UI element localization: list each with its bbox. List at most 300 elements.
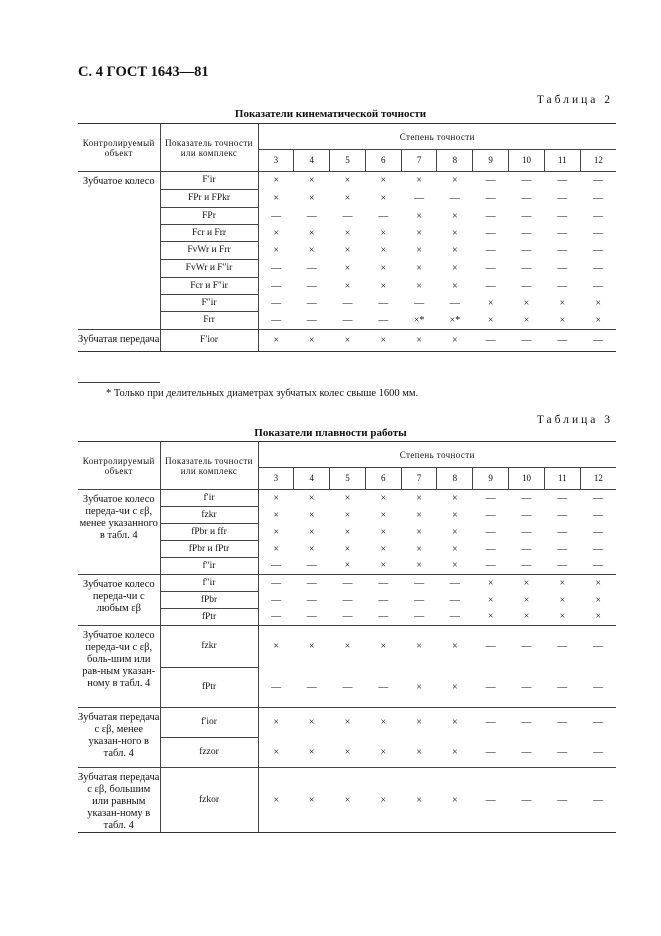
value-cell: — xyxy=(271,611,282,623)
value-cell: — xyxy=(521,560,532,572)
value-cell: — xyxy=(414,594,425,606)
value-cell: × xyxy=(258,330,294,352)
value-cell: — xyxy=(521,227,532,239)
indicator-cell: fPtr xyxy=(160,668,258,708)
value-cell: — xyxy=(557,263,568,274)
value-cell: — xyxy=(485,526,496,538)
value-cell: — xyxy=(557,227,568,239)
value-cell: — xyxy=(378,210,389,222)
value-cell: — xyxy=(271,314,282,326)
value-cell: × xyxy=(452,280,458,292)
value-cell: × xyxy=(452,175,458,187)
page-header: С. 4 ГОСТ 1643—81 xyxy=(78,64,209,80)
value-cell: — xyxy=(593,263,604,274)
table3-title: Показатели плавности работы xyxy=(254,427,407,439)
value-cell: — xyxy=(342,594,353,606)
footnote: * Только при делительных диаметрах зубчатых колес свыше 1600 мм. xyxy=(106,388,419,399)
table-row xyxy=(78,626,616,668)
value-cell: × xyxy=(273,526,279,538)
value-cell: — xyxy=(580,626,616,668)
value-cell: × xyxy=(380,543,387,555)
degree-header: 8 xyxy=(437,150,473,172)
degree-header: 3 xyxy=(258,150,294,172)
value-cell: × xyxy=(330,708,366,738)
value-cell: × xyxy=(380,492,387,504)
value-cell: × xyxy=(523,314,530,326)
value-cell: — xyxy=(330,575,366,592)
value-cell: — xyxy=(485,681,496,693)
col-header-indicator: Показатель точности или комплекс xyxy=(160,124,258,172)
value-cell: — xyxy=(271,263,282,274)
value-cell: × xyxy=(308,245,315,256)
value-cell: × xyxy=(308,193,315,204)
value-cell: × xyxy=(273,492,279,504)
col-header-object: Контролируемый объект xyxy=(78,124,160,172)
value-cell: — xyxy=(271,594,282,606)
value-cell: — xyxy=(414,611,425,623)
value-cell: × xyxy=(273,227,279,239)
value-cell: × xyxy=(380,560,387,572)
value-cell: × xyxy=(380,245,387,256)
value-cell: — xyxy=(593,175,604,187)
value-cell: × xyxy=(416,681,422,693)
value-cell: — xyxy=(414,193,425,204)
value-cell: — xyxy=(485,227,496,239)
value-cell: × xyxy=(330,626,366,668)
value-cell: × xyxy=(595,611,601,623)
value-cell: — xyxy=(378,314,389,326)
value-cell: × xyxy=(344,492,351,504)
indicator-cell: F′ir xyxy=(160,172,258,190)
value-cell: × xyxy=(401,626,437,668)
value-cell: × xyxy=(273,746,279,758)
value-cell: × xyxy=(416,560,422,572)
degree-header: 9 xyxy=(473,150,509,172)
degree-header: 10 xyxy=(509,150,545,172)
value-cell: — xyxy=(593,210,604,222)
value-cell: — xyxy=(306,263,317,274)
value-cell: — xyxy=(449,297,460,309)
value-cell: ×* xyxy=(449,314,461,326)
value-cell: — xyxy=(473,330,509,352)
value-cell: — xyxy=(557,193,568,204)
value-cell: × xyxy=(365,768,401,833)
value-cell: × xyxy=(344,175,351,187)
value-cell: — xyxy=(271,560,282,572)
degree-header: 11 xyxy=(544,468,580,490)
value-cell: — xyxy=(557,280,568,292)
value-cell: — xyxy=(485,280,496,292)
value-cell: — xyxy=(509,330,545,352)
value-cell: × xyxy=(595,297,601,309)
value-cell: × xyxy=(452,210,458,222)
value-cell: × xyxy=(487,594,494,606)
value-cell: × xyxy=(559,314,566,326)
value-cell: × xyxy=(380,227,387,239)
value-cell: — xyxy=(557,681,568,693)
value-cell: — xyxy=(306,314,317,326)
value-cell: × xyxy=(401,708,437,738)
value-cell: × xyxy=(308,492,315,504)
value-cell: × xyxy=(523,594,530,606)
value-cell: × xyxy=(452,263,458,274)
value-cell: — xyxy=(521,509,532,521)
value-cell: — xyxy=(485,492,496,504)
indicator-cell: fzkr xyxy=(160,507,258,524)
table2 xyxy=(78,123,616,352)
table3 xyxy=(78,441,616,833)
indicator-cell: fzzor xyxy=(160,738,258,768)
value-cell: × xyxy=(273,175,279,187)
value-cell: — xyxy=(557,509,568,521)
value-cell: — xyxy=(485,193,496,204)
value-cell: × xyxy=(452,492,458,504)
indicator-cell: fPbr и ffr xyxy=(160,524,258,541)
value-cell: — xyxy=(485,509,496,521)
value-cell: — xyxy=(509,768,545,833)
value-cell: — xyxy=(521,746,532,758)
value-cell: — xyxy=(306,210,317,222)
value-cell: — xyxy=(580,708,616,738)
value-cell: — xyxy=(593,509,604,521)
value-cell: — xyxy=(306,594,317,606)
degree-header: 12 xyxy=(580,150,616,172)
degree-header: 9 xyxy=(473,468,509,490)
col-header-degree: Степень точности xyxy=(258,442,616,468)
value-cell: — xyxy=(521,681,532,693)
value-cell: — xyxy=(485,210,496,222)
indicator-cell: FvWr и F″ir xyxy=(160,260,258,278)
value-cell: — xyxy=(509,708,545,738)
value-cell: — xyxy=(593,681,604,693)
value-cell: × xyxy=(308,509,315,521)
value-cell: — xyxy=(593,543,604,555)
degree-header: 3 xyxy=(258,468,294,490)
value-cell: × xyxy=(380,280,387,292)
value-cell: × xyxy=(344,560,351,572)
indicator-cell: fPbr и fPtr xyxy=(160,541,258,558)
value-cell: — xyxy=(414,297,425,309)
value-cell: — xyxy=(306,611,317,623)
value-cell: × xyxy=(452,681,458,693)
value-cell: × xyxy=(452,227,458,239)
value-cell: × xyxy=(380,526,387,538)
degree-header: 6 xyxy=(365,150,401,172)
degree-header: 7 xyxy=(401,468,437,490)
value-cell: — xyxy=(449,193,460,204)
value-cell: × xyxy=(509,575,545,592)
value-cell: — xyxy=(365,575,401,592)
table2-title: Показатели кинематической точности xyxy=(234,108,427,120)
value-cell: — xyxy=(521,210,532,222)
value-cell: — xyxy=(544,768,580,833)
object-cell: Зубчатое колесо переда-чи с любым εβ xyxy=(78,575,160,626)
indicator-cell: FPr xyxy=(160,208,258,225)
value-cell: — xyxy=(521,193,532,204)
value-cell: — xyxy=(580,768,616,833)
value-cell: × xyxy=(344,193,351,204)
value-cell: × xyxy=(437,330,473,352)
indicator-cell: fPtr xyxy=(160,609,258,626)
value-cell: × xyxy=(452,245,458,256)
indicator-cell: fPbr xyxy=(160,592,258,609)
value-cell: × xyxy=(308,227,315,239)
value-cell: × xyxy=(401,768,437,833)
degree-header: 8 xyxy=(437,468,473,490)
value-cell: × xyxy=(487,314,494,326)
value-cell: × xyxy=(487,611,494,623)
value-cell: × xyxy=(416,543,422,555)
value-cell: × xyxy=(344,280,351,292)
value-cell: — xyxy=(557,210,568,222)
value-cell: — xyxy=(593,245,604,256)
value-cell: — xyxy=(306,681,317,693)
value-cell: — xyxy=(521,526,532,538)
table3-label: Таблица 3 xyxy=(536,414,613,426)
value-cell: — xyxy=(580,330,616,352)
value-cell: — xyxy=(593,746,604,758)
value-cell: — xyxy=(485,175,496,187)
value-cell: × xyxy=(437,626,473,668)
value-cell: × xyxy=(344,543,351,555)
table-row xyxy=(78,490,616,507)
value-cell: × xyxy=(308,543,315,555)
degree-header: 5 xyxy=(330,150,366,172)
object-cell: Зубчатое колесо xyxy=(78,172,160,330)
value-cell: — xyxy=(593,560,604,572)
value-cell: — xyxy=(401,575,437,592)
value-cell: × xyxy=(330,330,366,352)
value-cell: × xyxy=(344,263,351,274)
value-cell: — xyxy=(271,210,282,222)
value-cell: — xyxy=(544,708,580,738)
value-cell: × xyxy=(487,297,494,309)
value-cell: × xyxy=(401,330,437,352)
table-row xyxy=(78,330,616,352)
degree-header: 12 xyxy=(580,468,616,490)
value-cell: × xyxy=(380,746,387,758)
value-cell: × xyxy=(258,626,294,668)
value-cell: — xyxy=(521,543,532,555)
value-cell: × xyxy=(344,245,351,256)
object-cell: Зубчатое колесо переда-чи с εβ, боль-шим или рав-ным указан-ному в табл. 4 xyxy=(78,626,160,708)
value-cell: × xyxy=(380,509,387,521)
value-cell: — xyxy=(521,280,532,292)
value-cell: × xyxy=(452,543,458,555)
value-cell: × xyxy=(294,330,330,352)
value-cell: — xyxy=(449,611,460,623)
value-cell: — xyxy=(342,681,353,693)
indicator-cell: f′ior xyxy=(160,708,258,738)
value-cell: × xyxy=(258,708,294,738)
object-cell: Зубчатое колесо переда-чи с εβ, менее указанного в табл. 4 xyxy=(78,490,160,575)
value-cell: × xyxy=(344,526,351,538)
indicator-cell: FPr и FPkr xyxy=(160,190,258,208)
object-cell: Зубчатая передача с εβ, большим или равным указан-ному в табл. 4 xyxy=(78,768,160,833)
value-cell: × xyxy=(452,746,458,758)
value-cell: — xyxy=(473,768,509,833)
value-cell: — xyxy=(294,575,330,592)
value-cell: — xyxy=(258,575,294,592)
value-cell: — xyxy=(593,280,604,292)
value-cell: × xyxy=(416,509,422,521)
value-cell: × xyxy=(273,543,279,555)
value-cell: — xyxy=(521,175,532,187)
indicator-cell: F′ior xyxy=(160,330,258,352)
value-cell: — xyxy=(449,594,460,606)
value-cell: — xyxy=(557,746,568,758)
footnote-rule xyxy=(78,382,160,383)
value-cell: — xyxy=(557,560,568,572)
table-row xyxy=(78,575,616,592)
value-cell: × xyxy=(273,509,279,521)
object-cell: Зубчатая передача с εβ, менее указан-ного в табл. 4 xyxy=(78,708,160,768)
value-cell: — xyxy=(342,210,353,222)
value-cell: — xyxy=(544,626,580,668)
value-cell: — xyxy=(306,560,317,572)
value-cell: × xyxy=(365,330,401,352)
value-cell: — xyxy=(557,245,568,256)
indicator-cell: f″ir xyxy=(160,558,258,575)
value-cell: — xyxy=(306,280,317,292)
value-cell: × xyxy=(559,594,566,606)
indicator-cell: f′ir xyxy=(160,490,258,507)
value-cell: — xyxy=(485,746,496,758)
value-cell: × xyxy=(452,509,458,521)
value-cell: × xyxy=(380,175,387,187)
degree-header: 7 xyxy=(401,150,437,172)
value-cell: × xyxy=(365,708,401,738)
value-cell: × xyxy=(523,611,530,623)
value-cell: × xyxy=(380,263,387,274)
value-cell: × xyxy=(365,626,401,668)
value-cell: — xyxy=(378,611,389,623)
value-cell: — xyxy=(593,492,604,504)
value-cell: — xyxy=(473,626,509,668)
indicator-cell: fzkor xyxy=(160,768,258,833)
degree-header: 10 xyxy=(509,468,545,490)
value-cell: × xyxy=(380,193,387,204)
value-cell: — xyxy=(378,594,389,606)
col-header-object: Контролируемый объект xyxy=(78,442,160,490)
value-cell: × xyxy=(308,526,315,538)
value-cell: × xyxy=(294,626,330,668)
degree-header: 5 xyxy=(330,468,366,490)
value-cell: × xyxy=(330,768,366,833)
value-cell: — xyxy=(485,543,496,555)
table-row xyxy=(78,172,616,190)
value-cell: — xyxy=(378,297,389,309)
value-cell: — xyxy=(473,708,509,738)
value-cell: × xyxy=(595,314,601,326)
value-cell: × xyxy=(580,575,616,592)
value-cell: × xyxy=(416,175,422,187)
value-cell: × xyxy=(559,611,566,623)
value-cell: — xyxy=(593,193,604,204)
value-cell: — xyxy=(437,575,473,592)
value-cell: × xyxy=(416,227,422,239)
value-cell: × xyxy=(437,708,473,738)
value-cell: × xyxy=(473,575,509,592)
col-header-degree: Степень точности xyxy=(258,124,616,150)
value-cell: × xyxy=(416,280,422,292)
value-cell: — xyxy=(509,626,545,668)
indicator-cell: Frr xyxy=(160,312,258,330)
value-cell: — xyxy=(271,280,282,292)
value-cell: × xyxy=(273,193,279,204)
value-cell: — xyxy=(593,227,604,239)
value-cell: — xyxy=(521,245,532,256)
table-row xyxy=(78,768,616,833)
indicator-cell: f″ir xyxy=(160,575,258,592)
value-cell: × xyxy=(416,245,422,256)
col-header-indicator: Показатель точности или комплекс xyxy=(160,442,258,490)
value-cell: — xyxy=(557,543,568,555)
value-cell: × xyxy=(308,175,315,187)
value-cell: × xyxy=(258,768,294,833)
indicator-cell: F″ir xyxy=(160,295,258,312)
value-cell: × xyxy=(294,768,330,833)
value-cell: × xyxy=(273,245,279,256)
value-cell: × xyxy=(452,526,458,538)
value-cell: × xyxy=(344,746,351,758)
value-cell: × xyxy=(308,746,315,758)
value-cell: × xyxy=(344,509,351,521)
value-cell: — xyxy=(485,245,496,256)
degree-header: 4 xyxy=(294,150,330,172)
value-cell: × xyxy=(595,594,601,606)
value-cell: — xyxy=(557,492,568,504)
value-cell: × xyxy=(416,210,422,222)
value-cell: × xyxy=(452,560,458,572)
value-cell: × xyxy=(416,526,422,538)
value-cell: — xyxy=(544,330,580,352)
value-cell: × xyxy=(416,263,422,274)
value-cell: ×* xyxy=(413,314,425,326)
indicator-cell: Fcr и F″ir xyxy=(160,278,258,295)
value-cell: — xyxy=(342,314,353,326)
value-cell: — xyxy=(342,611,353,623)
degree-header: 4 xyxy=(294,468,330,490)
value-cell: — xyxy=(485,263,496,274)
indicator-cell: FvWr и Frr xyxy=(160,242,258,260)
table-row xyxy=(78,708,616,738)
indicator-cell: fzkr xyxy=(160,626,258,668)
value-cell: — xyxy=(271,297,282,309)
value-cell: — xyxy=(306,297,317,309)
value-cell: × xyxy=(344,227,351,239)
value-cell: × xyxy=(523,297,530,309)
value-cell: — xyxy=(485,560,496,572)
degree-header: 6 xyxy=(365,468,401,490)
value-cell: × xyxy=(416,492,422,504)
value-cell: × xyxy=(416,746,422,758)
value-cell: — xyxy=(521,492,532,504)
value-cell: × xyxy=(294,708,330,738)
value-cell: — xyxy=(521,263,532,274)
object-cell: Зубчатая передача xyxy=(78,330,160,352)
value-cell: × xyxy=(559,297,566,309)
degree-header: 11 xyxy=(544,150,580,172)
value-cell: — xyxy=(342,297,353,309)
value-cell: — xyxy=(593,526,604,538)
table2-label: Таблица 2 xyxy=(536,94,613,106)
indicator-cell: Fcr и Frr xyxy=(160,225,258,242)
value-cell: — xyxy=(557,175,568,187)
value-cell: — xyxy=(378,681,389,693)
value-cell: — xyxy=(557,526,568,538)
value-cell: × xyxy=(437,768,473,833)
